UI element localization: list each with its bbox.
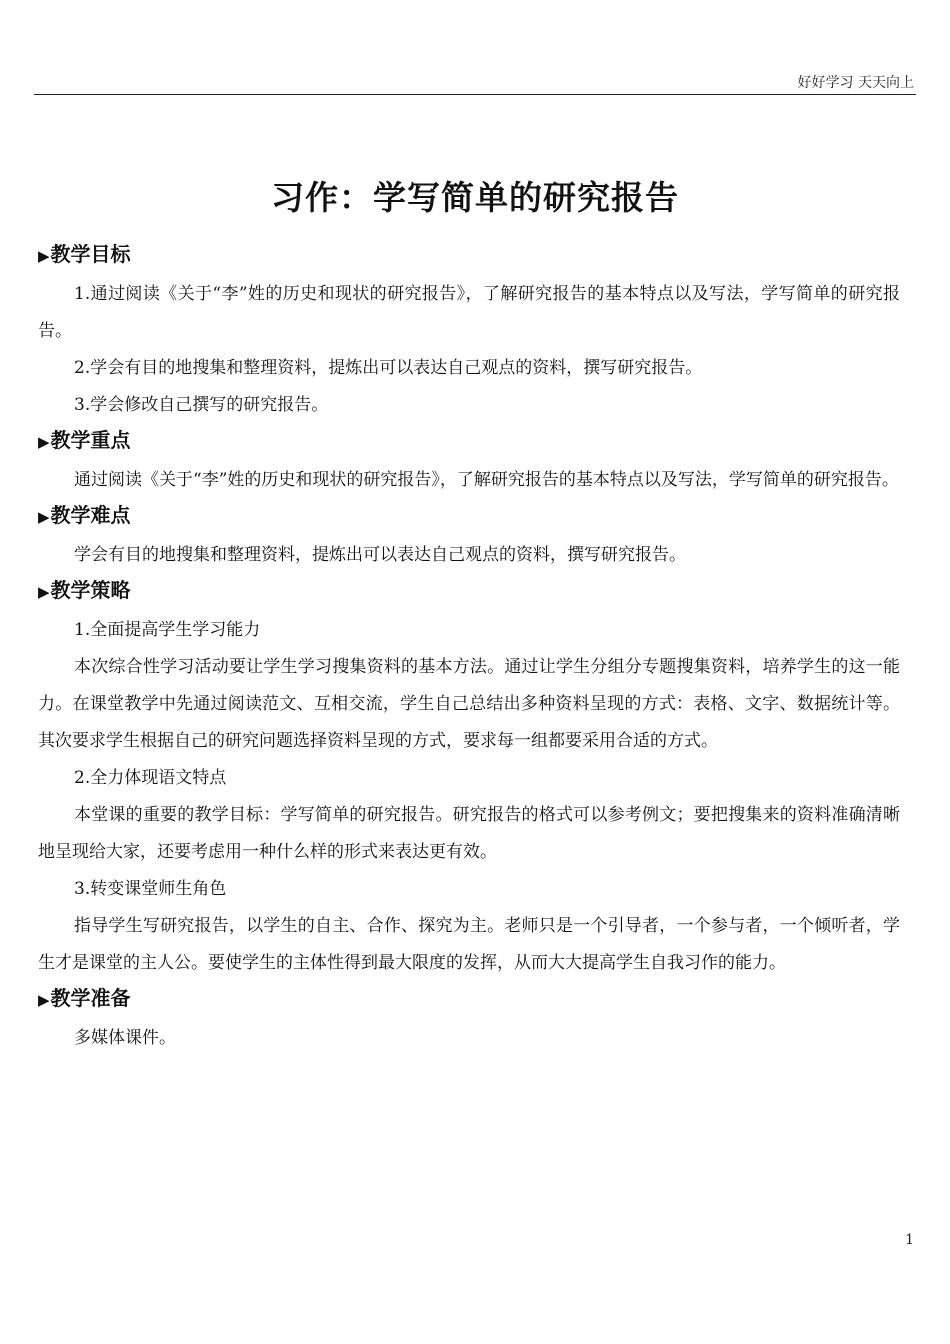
paragraph: 1.全面提高学生学习能力 (74, 620, 261, 640)
paragraph: 多媒体课件。 (74, 1028, 176, 1048)
paragraph: 指导学生写研究报告，以学生的自主、合作、探究为主。老师只是一个引导者，一个参与者，一个倾听者，学生才是课堂的主人公。要使学生的主体性得到最大限度的发挥，从而大大提高学生自我习作的能力。 (38, 916, 900, 973)
section-heading (38, 576, 900, 606)
triangle-bullet-icon: ▶ (38, 247, 50, 265)
section-teaching-goals (38, 240, 900, 424)
triangle-bullet-icon: ▶ (38, 508, 50, 526)
section-heading-label: 教学策略 (50, 578, 131, 602)
paragraph: 本堂课的重要的教学目标：学写简单的研究报告。研究报告的格式可以参考例文；要把搜集来的资料准确清晰地呈现给大家，还要考虑用一种什么样的形式来表达更有效。 (38, 805, 900, 862)
page-header-text: 好好学习 天天向上 (797, 75, 914, 91)
paragraph: 2.全力体现语文特点 (74, 768, 227, 788)
header-divider (34, 94, 916, 95)
triangle-bullet-icon: ▶ (38, 433, 50, 451)
section-teaching-difficulty (38, 501, 900, 574)
paragraph: 学会有目的地搜集和整理资料，提炼出可以表达自己观点的资料，撰写研究报告。 (74, 545, 686, 565)
paragraph: 2.学会有目的地搜集和整理资料，提炼出可以表达自己观点的资料，撰写研究报告。 (74, 358, 703, 378)
triangle-bullet-icon: ▶ (38, 991, 50, 1009)
section-teaching-strategy (38, 576, 900, 982)
paragraph: 3.转变课堂师生角色 (74, 879, 227, 899)
page-number: 1 (905, 1232, 914, 1248)
section-teaching-focus (38, 426, 900, 499)
section-heading-label: 教学重点 (50, 428, 131, 452)
section-teaching-preparation (38, 984, 900, 1057)
section-heading (38, 426, 900, 456)
section-heading (38, 240, 900, 270)
section-heading-label: 教学准备 (50, 986, 131, 1010)
document-title: 习作：学写简单的研究报告 (271, 178, 679, 217)
triangle-bullet-icon: ▶ (38, 583, 50, 601)
paragraph: 3.学会修改自己撰写的研究报告。 (74, 395, 329, 415)
paragraph: 通过阅读《关于“李”姓的历史和现状的研究报告》，了解研究报告的基本特点以及写法，学写简单的研究报告。 (74, 470, 899, 490)
paragraph: 1.通过阅读《关于“李”姓的历史和现状的研究报告》，了解研究报告的基本特点以及写法，学写简单的研究报告。 (38, 284, 900, 341)
section-heading-label: 教学难点 (50, 503, 131, 527)
paragraph: 本次综合性学习活动要让学生学习搜集资料的基本方法。通过让学生分组分专题搜集资料，培养学生的这一能力。在课堂教学中先通过阅读范文、互相交流，学生自己总结出多种资料呈现的方式：表格、文字、数据统计等。其次要求学生根据自己的研究问题选择资料呈现的方式，要求每一组都要采用合适的方式。 (38, 657, 900, 751)
section-heading-label: 教学目标 (50, 242, 131, 266)
section-heading (38, 501, 900, 531)
section-heading (38, 984, 900, 1014)
document-body (38, 238, 900, 1057)
